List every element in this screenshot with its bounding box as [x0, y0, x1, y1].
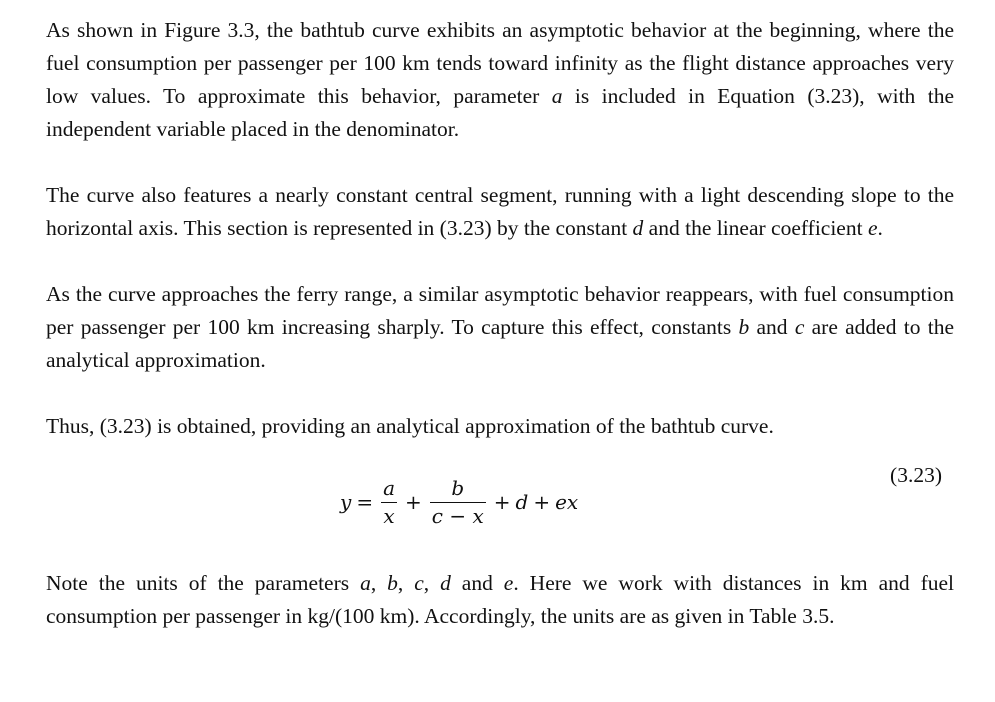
- eq-frac1-denominator: x: [383, 504, 395, 528]
- document-page: [46, 14, 954, 633]
- variable-e: e: [867, 216, 878, 240]
- paragraph-3: [46, 278, 954, 377]
- equation-3-23: [340, 457, 578, 547]
- paragraph-5-text-b: and: [450, 571, 504, 595]
- variable-c: c: [794, 315, 805, 339]
- eq-frac2-numerator: b: [451, 476, 465, 500]
- paragraph-2-text-b: and the linear coefficient: [643, 216, 868, 240]
- paragraph-3-text-c: are added to the analytical approximation.: [46, 315, 954, 372]
- eq-frac1-bar: [381, 502, 397, 503]
- eq-plus-1: +: [405, 490, 422, 514]
- variable-a: a: [551, 84, 563, 108]
- paragraph-4: [46, 410, 954, 443]
- paragraph-5: [46, 567, 954, 633]
- eq-plus-3: +: [533, 490, 551, 514]
- eq-plus-2: +: [493, 490, 511, 514]
- paragraph-2-text-a: The curve also features a nearly constant central segment, running with a light descending slope to the horizontal axis. This section is represented in (3.23) by the constant: [46, 183, 954, 240]
- eq-fraction-b-over-c-minus-x: [430, 476, 486, 528]
- sep-3: ,: [423, 571, 441, 595]
- paragraph-4-text: Thus, (3.23) is obtained, providing an analytical approximation of the bathtub curve.: [46, 414, 774, 438]
- variable-d: d: [632, 216, 644, 240]
- param-e: e: [503, 571, 514, 595]
- eq-term-d: d: [515, 490, 529, 514]
- param-c: c: [414, 571, 424, 595]
- eq-frac2-bar: [430, 502, 486, 503]
- paragraph-1-text-b: is included in Equation (3.23), with the independent variable placed in the denominator.: [46, 84, 954, 141]
- variable-b: b: [738, 315, 750, 339]
- param-b: b: [387, 571, 398, 595]
- sep-1: ,: [370, 571, 388, 595]
- eq-frac2-denominator: c − x: [431, 504, 484, 528]
- equation-block: [46, 457, 954, 547]
- equation-number: (3.23): [890, 463, 942, 487]
- paragraph-3-text-a: As the curve approaches the ferry range, a similar asymptotic behavior reappears, with fuel consumption per passenger per 100 km increasing sharply. To capture this effect, constants: [46, 282, 954, 339]
- paragraph-1-text-a: As shown in Figure 3.3, the bathtub curve exhibits an asymptotic behavior at the beginning, where the fuel consumption per passenger per 100 km tends toward infinity as the flight distance approaches very low values. To approximate this behavior, parameter: [46, 18, 954, 108]
- eq-lhs: y: [340, 490, 352, 514]
- param-a: a: [360, 571, 371, 595]
- param-d: d: [440, 571, 451, 595]
- sep-2: ,: [397, 571, 415, 595]
- paragraph-5-text-c: . Here we work with distances in km and fuel consumption per passenger in kg/(100 km). Accordingly, the units are as given in Table 3.5.: [46, 571, 955, 628]
- paragraph-1: [46, 14, 954, 146]
- eq-frac1-numerator: a: [383, 476, 396, 500]
- eq-equals: =: [356, 490, 374, 514]
- paragraph-3-text-b: and: [749, 315, 795, 339]
- paragraph-2-text-c: .: [877, 216, 883, 240]
- eq-term-ex: ex: [555, 490, 579, 514]
- paragraph-2: [46, 179, 954, 245]
- eq-fraction-a-over-x: [381, 476, 397, 528]
- paragraph-5-text-a: Note the units of the parameters: [46, 571, 361, 595]
